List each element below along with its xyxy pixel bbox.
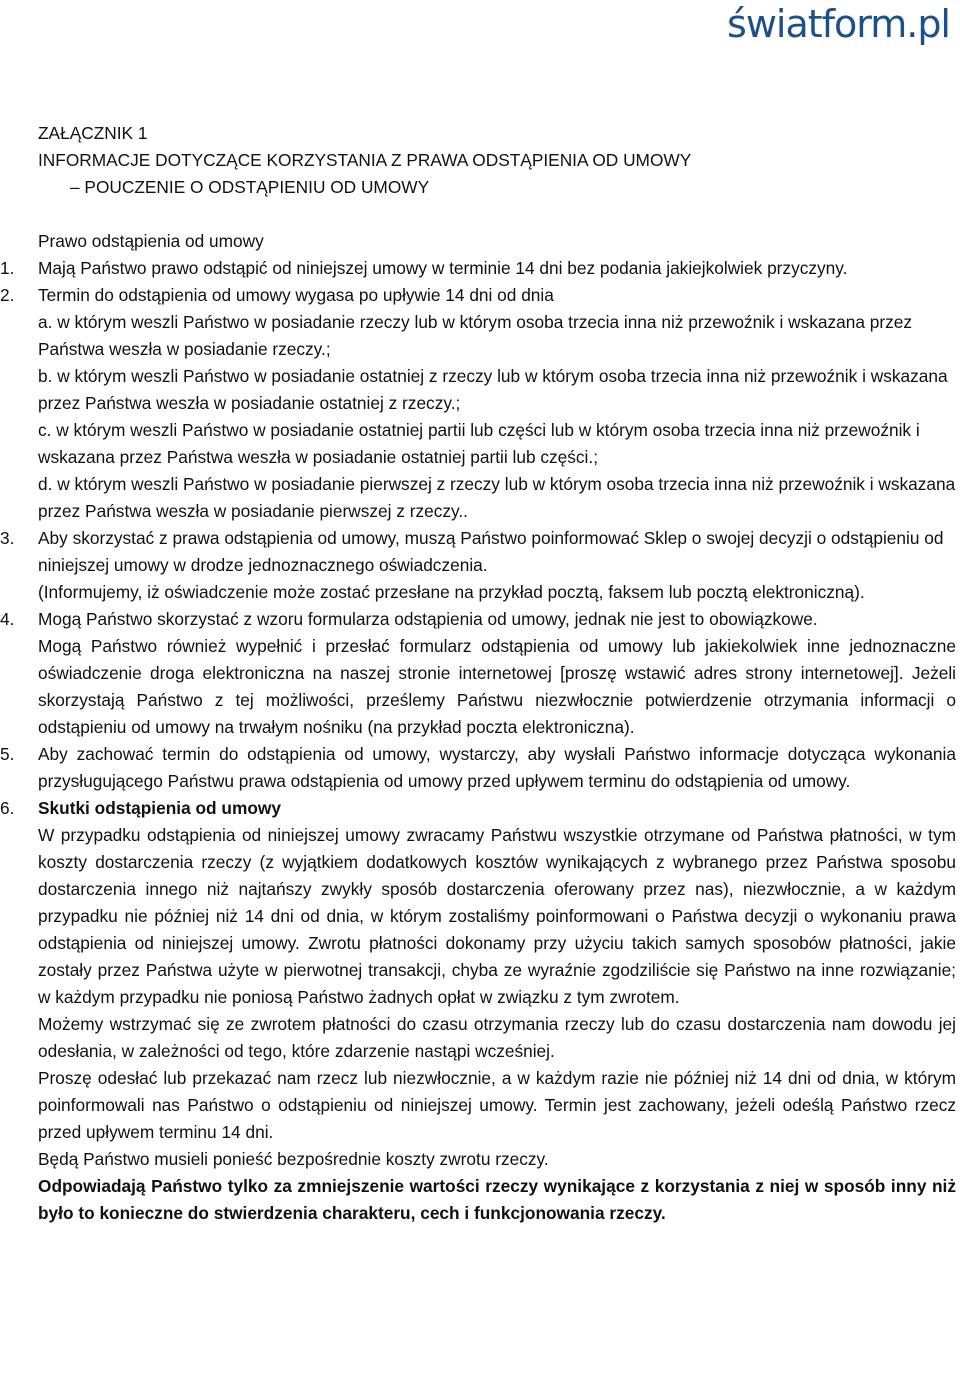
item-number: 5. [0,744,15,764]
document-body [0,120,956,1227]
list-item [0,525,956,606]
list-item [0,741,956,795]
document-subtitle: – POUCZENIE O ODSTĄPIENIU OD UMOWY [70,177,430,197]
item-number: 3. [0,528,15,548]
item-number: 1. [0,258,15,278]
item-text: Mają Państwo prawo odstąpić od niniejszej umowy w terminie 14 dni bez podania jakiejkolwiek przyczyny. [38,258,848,278]
item-text: W przypadku odstąpienia od niniejszej umowy zwracamy Państwu wszystkie otrzymane od Państwa płatności, w tym koszty dostarczenia rzeczy (z wyjątkiem dodatkowych kosztów wynikających z wybranego przez Państwa sposobu dostarczenia innego niż najtańszy zwykły sposób dostarczenia oferowany przez nas), niezwłocznie, a w każdym przypadku nie później niż 14 dni od dnia, w którym zostaliśmy poinformowani o Państwa decyzji o wykonaniu prawa odstąpienia od niniejszej umowy. Zwrotu płatności dokonamy przy użyciu takich samych sposobów płatności, jakie zostały przez Państwa użyte w pierwotnej transakcji, chyba ze wyraźnie zgodziliście się Państwo na inne rozwiązanie; w każdym przypadku nie poniosą Państwo żadnych opłat w związku z tym zwrotem. [38,825,956,1007]
list-item [0,795,956,1227]
item-text: (Informujemy, iż oświadczenie może zostać przesłane na przykład pocztą, faksem lub pocztą elektroniczną). [38,582,865,602]
annex-title: ZAŁĄCZNIK 1 [38,123,148,143]
list-item [0,606,956,741]
item-number: 2. [0,285,15,305]
sub-item-d: d. w którym weszli Państwo w posiadanie pierwszej z rzeczy lub w którym osoba trzecia inna niż przewoźnik i wskazana przez Państwa weszła w posiadanie pierwszej z rzeczy.. [38,474,956,521]
section-title: Prawo odstąpienia od umowy [38,231,264,251]
sub-item-a: a. w którym weszli Państwo w posiadanie rzeczy lub w którym osoba trzecia inna niż przewoźnik i wskazana przez Państwa weszła w posiadanie rzeczy.; [38,312,913,359]
list-item [0,255,956,282]
item-text: Odpowiadają Państwo tylko za zmniejszenie wartości rzeczy wynikające z korzystania z niej w sposób inny niż było to konieczne do stwierdzenia charakteru, cech i funkcjonowania rzeczy. [38,1176,956,1223]
sub-item-c: c. w którym weszli Państwo w posiadanie ostatniej partii lub części lub w którym osoba trzecia inna niż przewoźnik i wskazana przez Państwa weszła w posiadanie ostatniej partii lub części.; [38,420,920,467]
item-text: Będą Państwo musieli ponieść bezpośrednie koszty zwrotu rzeczy. [38,1149,549,1169]
item-text: Aby zachować termin do odstąpienia od umowy, wystarczy, aby wysłali Państwo informacje dotycząca wykonania przysługującego Państwu prawa odstąpienia od umowy przed upływem terminu do odstąpienia od umowy. [38,744,956,791]
item-text: Proszę odesłać lub przekazać nam rzecz lub niezwłocznie, a w każdym razie nie później niż 14 dni od dnia, w którym poinformowali nas Państwo o odstąpieniu od niniejszej umowy. Termin jest zachowany, jeżeli odeślą Państwo rzecz przed upływem terminu 14 dni. [38,1068,956,1142]
brand-logo: światform.pl [727,2,950,46]
item-text: Mogą Państwo skorzystać z wzoru formularza odstąpienia od umowy, jednak nie jest to obowiązkowe. [38,609,818,629]
item-text: Możemy wstrzymać się ze zwrotem płatności do czasu otrzymania rzeczy lub do czasu dostarczenia nam dowodu jej odesłania, w zależności od tego, które zdarzenie nastąpi wcześniej. [38,1014,956,1061]
item-number: 4. [0,609,15,629]
document-title: INFORMACJE DOTYCZĄCE KORZYSTANIA Z PRAWA ODSTĄPIENIA OD UMOWY [38,150,692,170]
document-header [38,120,956,201]
item-text: Mogą Państwo również wypełnić i przesłać formularz odstąpienia od umowy lub jakiekolwiek inne jednoznaczne oświadczenie droga elektroniczna na naszej stronie internetowej [proszę wstawić adres strony internetowej]. Jeżeli skorzystają Państwo z tej możliwości, prześlemy Państwu niezwłocznie potwierdzenie otrzymania informacji o odstąpieniu od umowy na trwałym nośniku (na przykład poczta elektroniczna). [38,636,956,737]
sub-item-b: b. w którym weszli Państwo w posiadanie ostatniej z rzeczy lub w którym osoba trzecia inna niż przewoźnik i wskazana przez Państwa weszła w posiadanie ostatniej z rzeczy.; [38,366,948,413]
subsection-title: Skutki odstąpienia od umowy [38,798,281,818]
list-item [0,282,956,309]
item-number: 6. [0,798,15,818]
item-text: Termin do odstąpienia od umowy wygasa po upływie 14 dni od dnia [38,285,554,305]
item-text: Aby skorzystać z prawa odstąpienia od umowy, muszą Państwo poinformować Sklep o swojej decyzji o odstąpieniu od niniejszej umowy w drodze jednoznacznego oświadczenia. [38,528,944,575]
